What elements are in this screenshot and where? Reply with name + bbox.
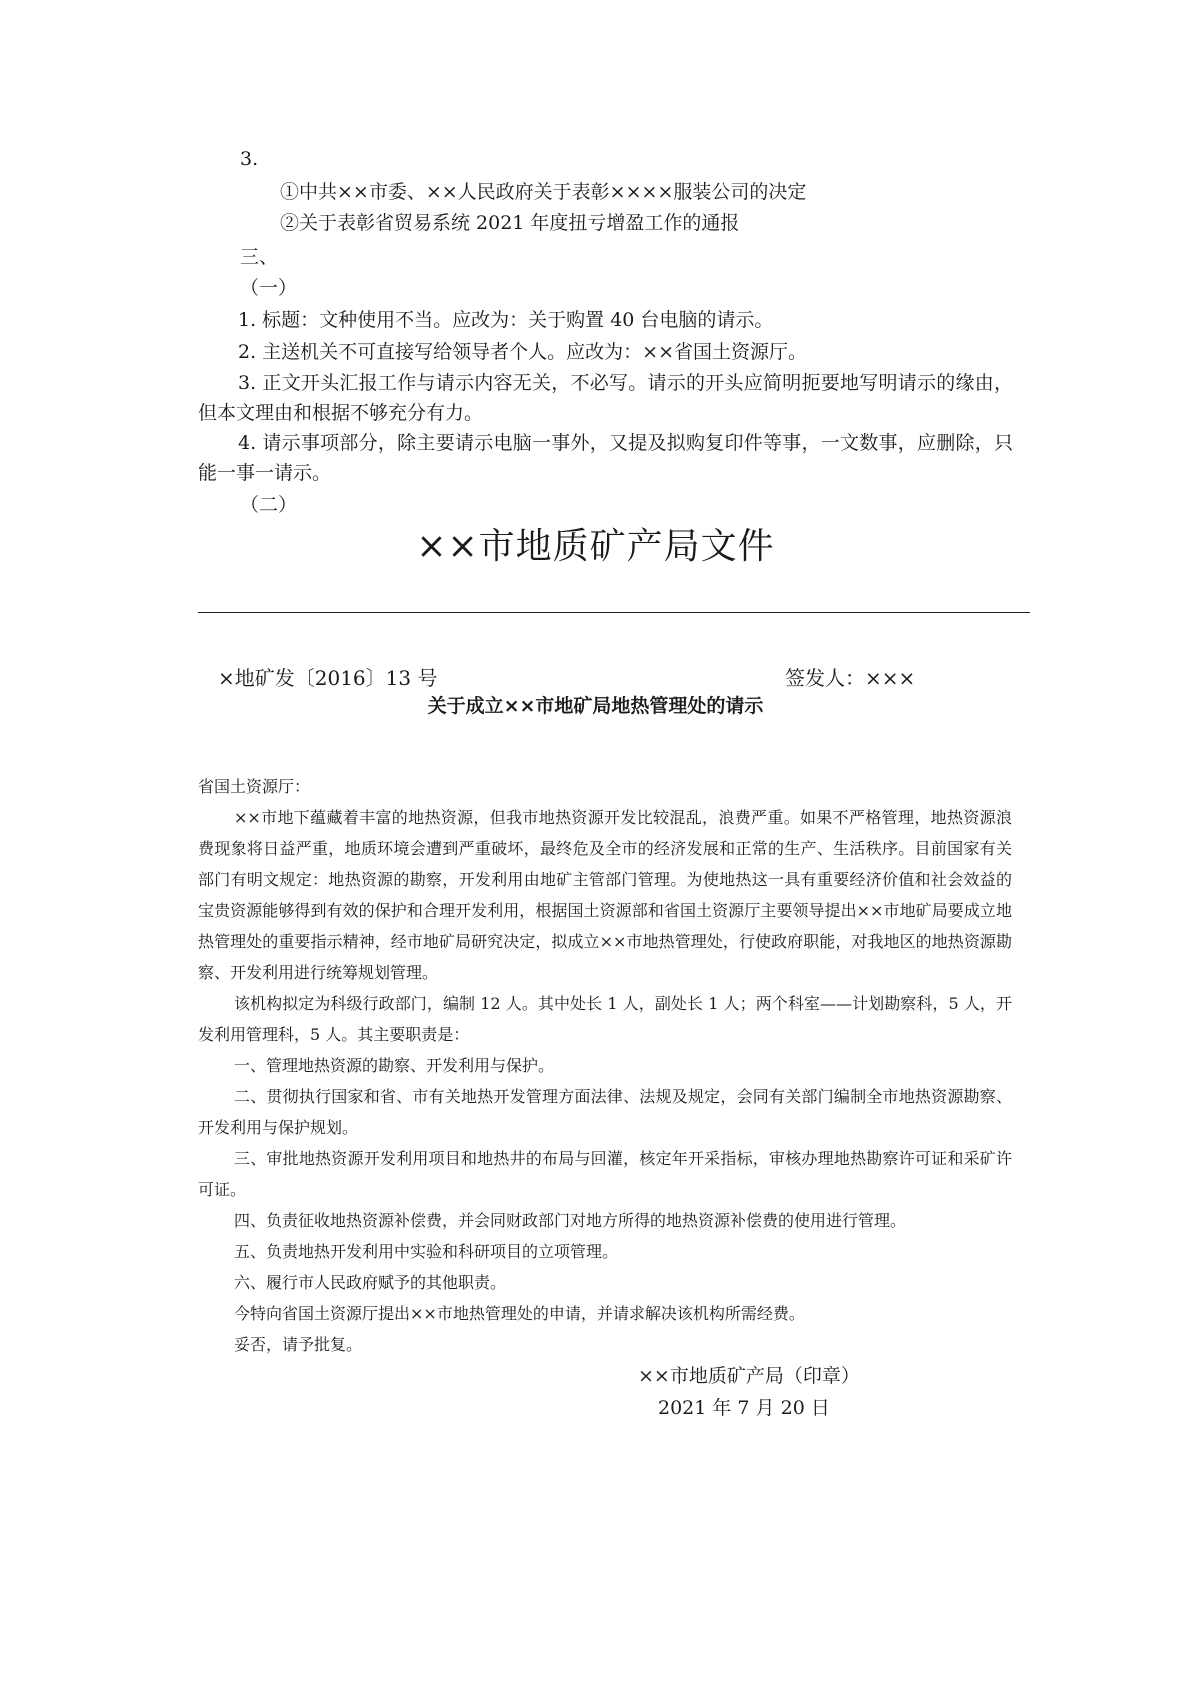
duty-item: 六、履行市人民政府赋予的其他职责。 [234, 1273, 507, 1292]
sub-section-2-heading: （二） [240, 494, 298, 516]
body-paragraph: 今特向省国土资源厅提出××市地热管理处的申请，并请求解决该机构所需经费。 [234, 1304, 805, 1323]
body-paragraph: 该机构拟定为科级行政部门，编制 12 人。其中处长 1 人，副处长 1 人；两个科室——计划勘察科，5 人，开发利用管理科，5 人。其主要职责是： [198, 994, 1012, 1044]
signature: ××市地质矿产局（印章） [638, 1365, 860, 1387]
issuer: 签发人：××× [785, 666, 916, 690]
duty-item: 五、负责地热开发利用中实验和科研项目的立项管理。 [234, 1242, 619, 1261]
item-3-number: 3. [240, 148, 259, 170]
item-3-sub-1: ①中共××市委、××人民政府关于表彰××××服装公司的决定 [280, 181, 807, 203]
duty-item: 四、负责征收地热资源补偿费，并会同财政部门对地方所得的地热资源补偿费的使用进行管理。 [234, 1211, 907, 1230]
answer-point-1: 1. 标题：文种使用不当。应改为：关于购置 40 台电脑的请示。 [238, 309, 774, 331]
request-title: 关于成立××市地矿局地热管理处的请示 [427, 695, 764, 717]
body-paragraph: ××市地下蕴藏着丰富的地热资源，但我市地热资源开发比较混乱，浪费严重。如果不严格管理，地热资源浪费现象将日益严重，地质环境会遭到严重破坏，最终危及全市的经济发展和正常的生产、生活秩序。目前国家有关部门有明文规定：地热资源的勘察，开发利用由地矿主管部门管理。为使地热这一具有重要经济价值和社会效益的宝贵资源能够得到有效的保护和合理开发利用，根据国土资源部和省国土资源厅主要领导提出××市地矿局要成立地热管理处的重要指示精神，经市地矿局研究决定，拟成立××市地热管理处，行使政府职能，对我地区的地热资源勘察、开发利用进行统筹规划管理。 [198, 808, 1012, 982]
header-divider [198, 612, 1030, 613]
duty-item: 三、审批地热资源开发利用项目和地热井的布局与回灌，核定年开采指标，审核办理地热勘察许可证和采矿许可证。 [198, 1149, 1012, 1199]
document-date: 2021 年 7 月 20 日 [658, 1397, 830, 1419]
answer-point-3: 3. 正文开头汇报工作与请示内容无关，不必写。请示的开头应简明扼要地写明请示的缘由，但本文理由和根据不够充分有力。 [198, 372, 1013, 424]
request-body [198, 771, 1012, 1360]
answer-point-4: 4. 请示事项部分，除主要请示电脑一事外，又提及拟购复印件等事，一文数事，应删除，只能一事一请示。 [198, 432, 1013, 484]
part-3-heading: 三、 [240, 246, 279, 268]
duty-item: 一、管理地热资源的勘察、开发利用与保护。 [234, 1056, 555, 1075]
item-3-sub-2: ②关于表彰省贸易系统 2021 年度扭亏增盈工作的通报 [280, 212, 740, 234]
duty-item: 二、贯彻执行国家和省、市有关地热开发管理方面法律、法规及规定，会同有关部门编制全市地热资源勘察、开发利用与保护规划。 [198, 1087, 1012, 1137]
document-number: ×地矿发〔2016〕13 号 [218, 666, 438, 690]
closing-line: 妥否，请予批复。 [234, 1335, 363, 1354]
addressee: 省国土资源厅： [198, 777, 311, 796]
answer-point-2: 2. 主送机关不可直接写给领导者个人。应改为：××省国土资源厅。 [238, 341, 808, 363]
sub-section-1-heading: （一） [240, 277, 298, 299]
document-header-title: ××市地质矿产局文件 [416, 526, 775, 567]
